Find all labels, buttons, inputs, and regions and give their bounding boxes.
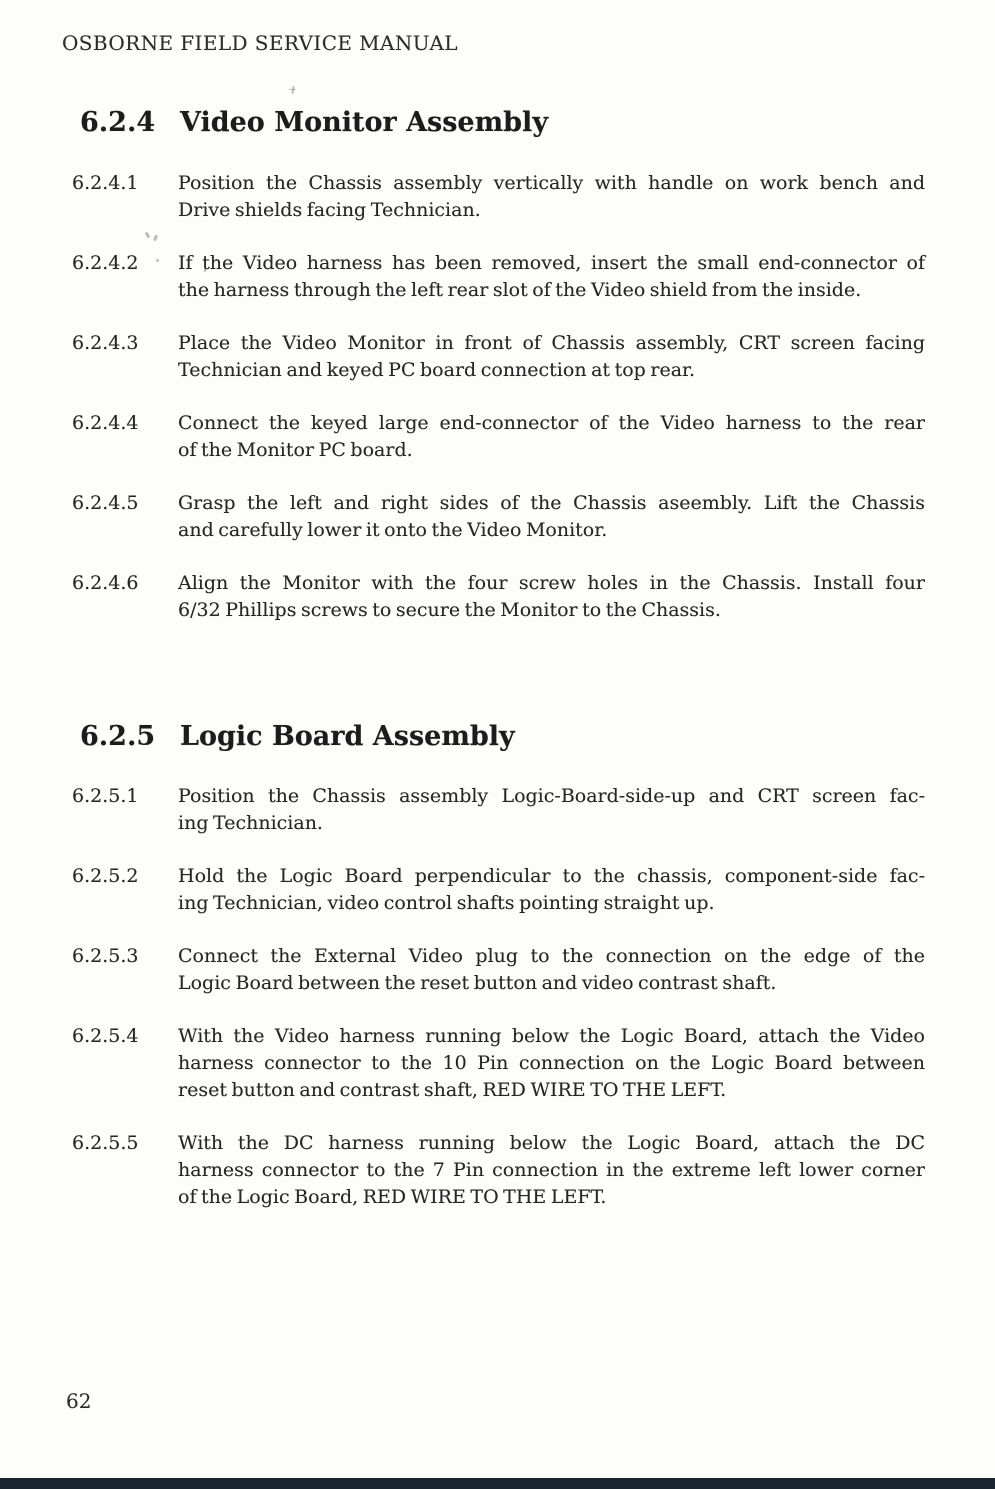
procedure-step	[0, 250, 995, 304]
procedure-step	[0, 943, 995, 997]
procedure-step	[0, 1023, 995, 1104]
step-number: 6.2.4.4	[72, 412, 139, 434]
procedure-step	[0, 330, 995, 384]
step-line: and carefully lower it onto the Video Monitor.	[178, 519, 608, 541]
step-line: Align the Monitor with the four screw holes in the Chassis. Install four	[178, 572, 925, 594]
step-number: 6.2.4.5	[72, 492, 139, 514]
step-text	[178, 250, 925, 304]
section-logic-board-assembly	[0, 720, 995, 1211]
step-line: Place the Video Monitor in front of Chassis assembly, CRT screen facing	[178, 332, 925, 354]
step-number: 6.2.5.2	[72, 865, 139, 887]
step-number: 6.2.4.3	[72, 332, 139, 354]
step-line: harness connector to the 7 Pin connection in the extreme left lower corner	[178, 1159, 925, 1181]
procedure-step	[0, 570, 995, 624]
step-number: 6.2.5.4	[72, 1025, 139, 1047]
section-number: 6.2.4	[80, 107, 156, 138]
step-line: the harness through the left rear slot of the Video shield from the inside.	[178, 279, 862, 301]
step-text	[178, 1023, 925, 1104]
step-text	[178, 783, 925, 837]
step-line: Grasp the left and right sides of the Chassis aseembly. Lift the Chassis	[178, 492, 925, 514]
scan-speck	[289, 89, 296, 90]
procedure-step	[0, 410, 995, 464]
step-line: ing Technician.	[178, 812, 323, 834]
step-number: 6.2.5.1	[72, 785, 139, 807]
step-number: 6.2.5.3	[72, 945, 139, 967]
step-number: 6.2.5.5	[72, 1132, 139, 1154]
step-line: With the Video harness running below the Logic Board, attach the Video	[178, 1025, 925, 1047]
step-number: 6.2.4.1	[72, 172, 139, 194]
procedure-step	[0, 170, 995, 224]
procedure-step	[0, 1130, 995, 1211]
step-line: of the Logic Board, RED WIRE TO THE LEFT.	[178, 1186, 607, 1208]
step-line: Position the Chassis assembly vertically with handle on work bench and	[178, 172, 925, 194]
procedure-step	[0, 863, 995, 917]
step-number: 6.2.4.2	[72, 252, 139, 274]
step-line: 6/32 Phillips screws to secure the Monitor to the Chassis.	[178, 599, 721, 621]
scan-speck	[291, 86, 294, 94]
step-line: Technician and keyed PC board connection at top rear.	[178, 359, 696, 381]
step-line: If the Video harness has been removed, insert the small end-connector of	[178, 252, 925, 274]
section-title: Video Monitor Assembly	[180, 107, 549, 138]
step-text	[178, 1130, 925, 1211]
section-heading	[0, 720, 995, 754]
step-line: Drive shields facing Technician.	[178, 199, 481, 221]
procedure-steps	[0, 170, 995, 624]
section-number: 6.2.5	[80, 721, 156, 752]
section-title: Logic Board Assembly	[180, 721, 515, 752]
step-line: Logic Board between the reset button and video contrast shaft.	[178, 972, 777, 994]
step-text	[178, 410, 925, 464]
step-line: Hold the Logic Board perpendicular to the chassis, component-side fac-	[178, 865, 925, 887]
running-header: OSBORNE FIELD SERVICE MANUAL	[62, 31, 458, 55]
section-heading	[0, 106, 995, 140]
step-number: 6.2.4.6	[72, 572, 139, 594]
step-line: Position the Chassis assembly Logic-Board-side-up and CRT screen fac-	[178, 785, 925, 807]
section-video-monitor-assembly	[0, 106, 995, 624]
step-line: harness connector to the 10 Pin connection on the Logic Board between	[178, 1052, 925, 1074]
page-number: 62	[66, 1389, 92, 1413]
step-line: Connect the External Video plug to the connection on the edge of the	[178, 945, 925, 967]
step-text	[178, 943, 925, 997]
step-text	[178, 570, 925, 624]
step-line: Connect the keyed large end-connector of the Video harness to the rear	[178, 412, 925, 434]
step-line: With the DC harness running below the Logic Board, attach the DC	[178, 1132, 925, 1154]
step-text	[178, 330, 925, 384]
step-text	[178, 863, 925, 917]
procedure-step	[0, 490, 995, 544]
procedure-step	[0, 783, 995, 837]
step-text	[178, 170, 925, 224]
step-line: ing Technician, video control shafts pointing straight up.	[178, 892, 715, 914]
procedure-steps	[0, 783, 995, 1211]
step-text	[178, 490, 925, 544]
scan-edge-bar	[0, 1478, 995, 1489]
step-line: of the Monitor PC board.	[178, 439, 413, 461]
step-line: reset button and contrast shaft, RED WIRE TO THE LEFT.	[178, 1079, 727, 1101]
